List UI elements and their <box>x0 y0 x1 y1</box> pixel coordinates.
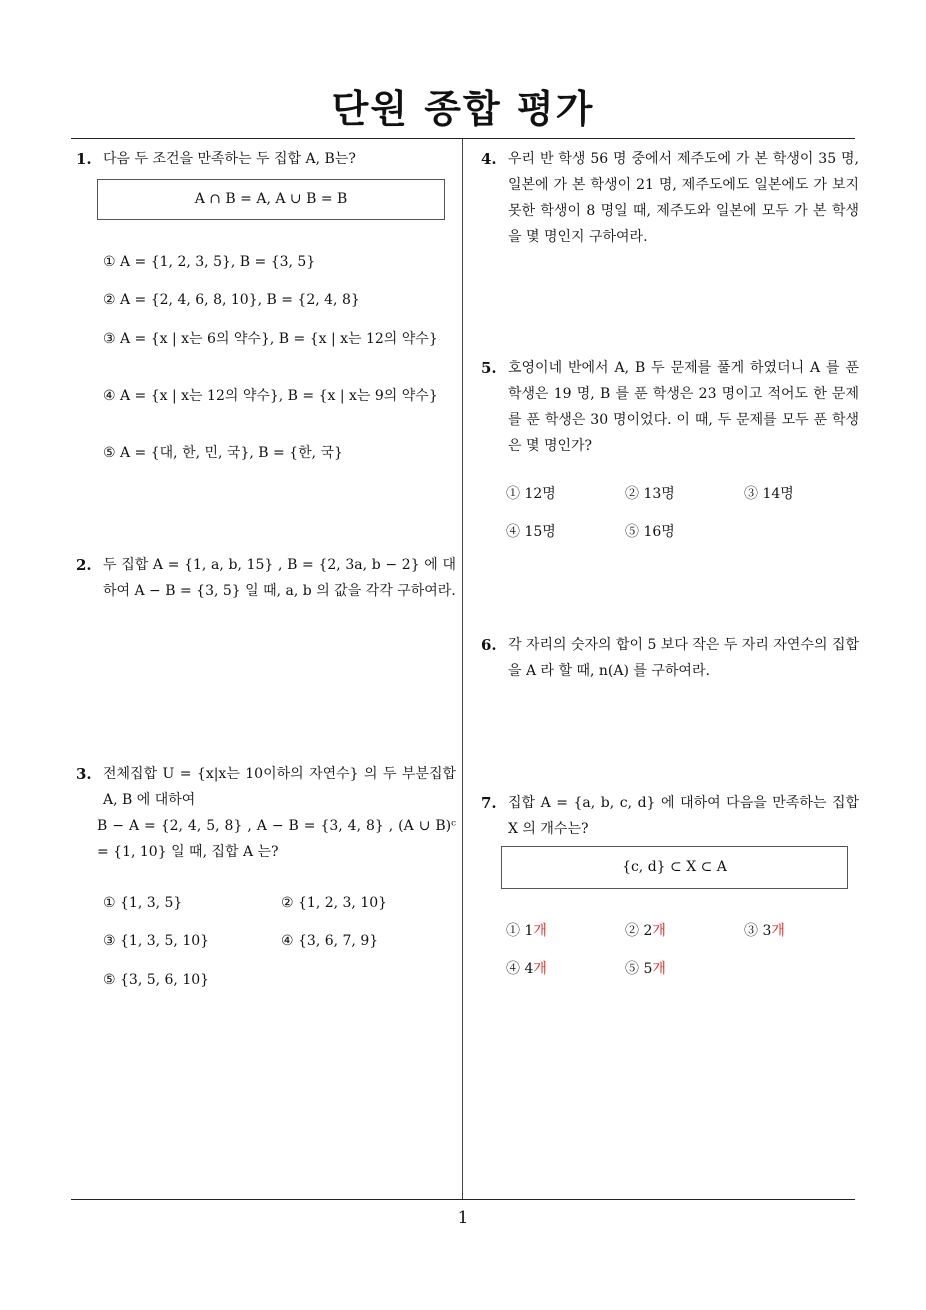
question-text: 호영이네 반에서 A, B 두 문제를 풀게 하였더니 A 를 푼 학생은 19 명, B 를 푼 학생은 23 명이고 적어도 한 문제를 푼 학생은 30 명이었다. 이 때, 두 문제를 모두 푼 학생은 몇 명인가? <box>508 360 859 454</box>
option-1[interactable]: ① A = {1, 2, 3, 5}, B = {3, 5} <box>103 254 316 270</box>
question-1 <box>76 146 456 172</box>
option-4[interactable]: ④ A = {x | x는 12의 약수}, B = {x | x는 9의 약수} <box>103 388 438 404</box>
option-3[interactable]: ③ 14명 <box>744 486 794 502</box>
page-number: 1 <box>457 1208 469 1228</box>
column-divider <box>462 139 463 1199</box>
question-number: 5. <box>481 359 497 377</box>
option-4[interactable]: ④ 15명 <box>506 524 556 540</box>
option-2[interactable]: ② A = {2, 4, 6, 8, 10}, B = {2, 4, 8} <box>103 292 360 308</box>
condition-box: {c, d} ⊂ X ⊂ A <box>501 846 848 889</box>
question-7 <box>481 790 859 842</box>
option-unit: 개 <box>652 923 666 939</box>
option-2[interactable]: ② {1, 2, 3, 10} <box>281 895 388 911</box>
option-1[interactable]: ① 12명 <box>506 486 556 502</box>
option-2[interactable]: ② 13명 <box>625 486 675 502</box>
page-title: 단원 종합 평가 <box>331 87 595 131</box>
option-2[interactable] <box>625 918 666 944</box>
question-text-line1: 전체집합 U = {x|x는 10이하의 자연수} 의 두 부분집합 A, B 에 대하여 <box>103 766 456 808</box>
option-4[interactable]: ④ {3, 6, 7, 9} <box>281 933 379 949</box>
option-mark: ① 1 <box>506 923 534 939</box>
option-mark: ③ 3 <box>744 923 772 939</box>
question-text: 집합 A = {a, b, c, d} 에 대하여 다음을 만족하는 집합 X 의 개수는? <box>508 795 859 837</box>
question-text: 두 집합 A = {1, a, b, 15} , B = {2, 3a, b − 2} 에 대하여 A − B = {3, 5} 일 때, a, b 의 값을 각각 구하여라. <box>103 557 456 599</box>
option-5[interactable]: ⑤ 16명 <box>625 524 675 540</box>
option-1[interactable]: ① {1, 3, 5} <box>103 895 183 911</box>
question-6 <box>481 632 859 684</box>
option-mark: ④ 4 <box>506 961 534 977</box>
option-3[interactable]: ③ {1, 3, 5, 10} <box>103 933 210 949</box>
question-number: 2. <box>76 556 92 574</box>
question-text: 각 자리의 숫자의 합이 5 보다 작은 두 자리 자연수의 집합을 A 라 할 때, n(A) 를 구하여라. <box>508 637 859 679</box>
option-unit: 개 <box>533 961 547 977</box>
question-text-line2: B − A = {2, 4, 5, 8} , A − B = {3, 4, 8} , (A ∪ B)ᶜ = {1, 10} 일 때, 집합 A 는? <box>97 818 456 860</box>
question-number: 4. <box>481 150 497 168</box>
option-3[interactable] <box>744 918 785 944</box>
question-number: 1. <box>76 150 92 168</box>
option-3[interactable]: ③ A = {x | x는 6의 약수}, B = {x | x는 12의 약수} <box>103 331 438 347</box>
option-unit: 개 <box>771 923 785 939</box>
question-number: 7. <box>481 794 497 812</box>
question-text: 다음 두 조건을 만족하는 두 집합 A, B는? <box>103 151 356 167</box>
option-5[interactable]: ⑤ {3, 5, 6, 10} <box>103 972 210 988</box>
question-text: 우리 반 학생 56 명 중에서 제주도에 가 본 학생이 35 명, 일본에 가 본 학생이 21 명, 제주도에도 일본에도 가 보지 못한 학생이 8 명일 때, 제주도와 일본에 모두 가 본 학생을 몇 명인지 구하여라. <box>508 151 859 245</box>
condition-box: A ∩ B = A, A ∪ B = B <box>97 179 445 220</box>
option-mark: ⑤ 5 <box>625 961 653 977</box>
question-number: 6. <box>481 636 497 654</box>
question-2 <box>76 552 456 604</box>
question-number: 3. <box>76 765 92 783</box>
option-1[interactable] <box>506 918 547 944</box>
option-5[interactable] <box>625 956 666 982</box>
top-rule <box>71 138 855 139</box>
option-unit: 개 <box>652 961 666 977</box>
question-5 <box>481 355 859 459</box>
option-unit: 개 <box>533 923 547 939</box>
option-4[interactable] <box>506 956 547 982</box>
bottom-rule <box>71 1199 855 1200</box>
option-mark: ② 2 <box>625 923 653 939</box>
question-4 <box>481 146 859 250</box>
question-3 <box>76 761 456 865</box>
option-5[interactable]: ⑤ A = {대, 한, 민, 국}, B = {한, 국} <box>103 445 343 461</box>
